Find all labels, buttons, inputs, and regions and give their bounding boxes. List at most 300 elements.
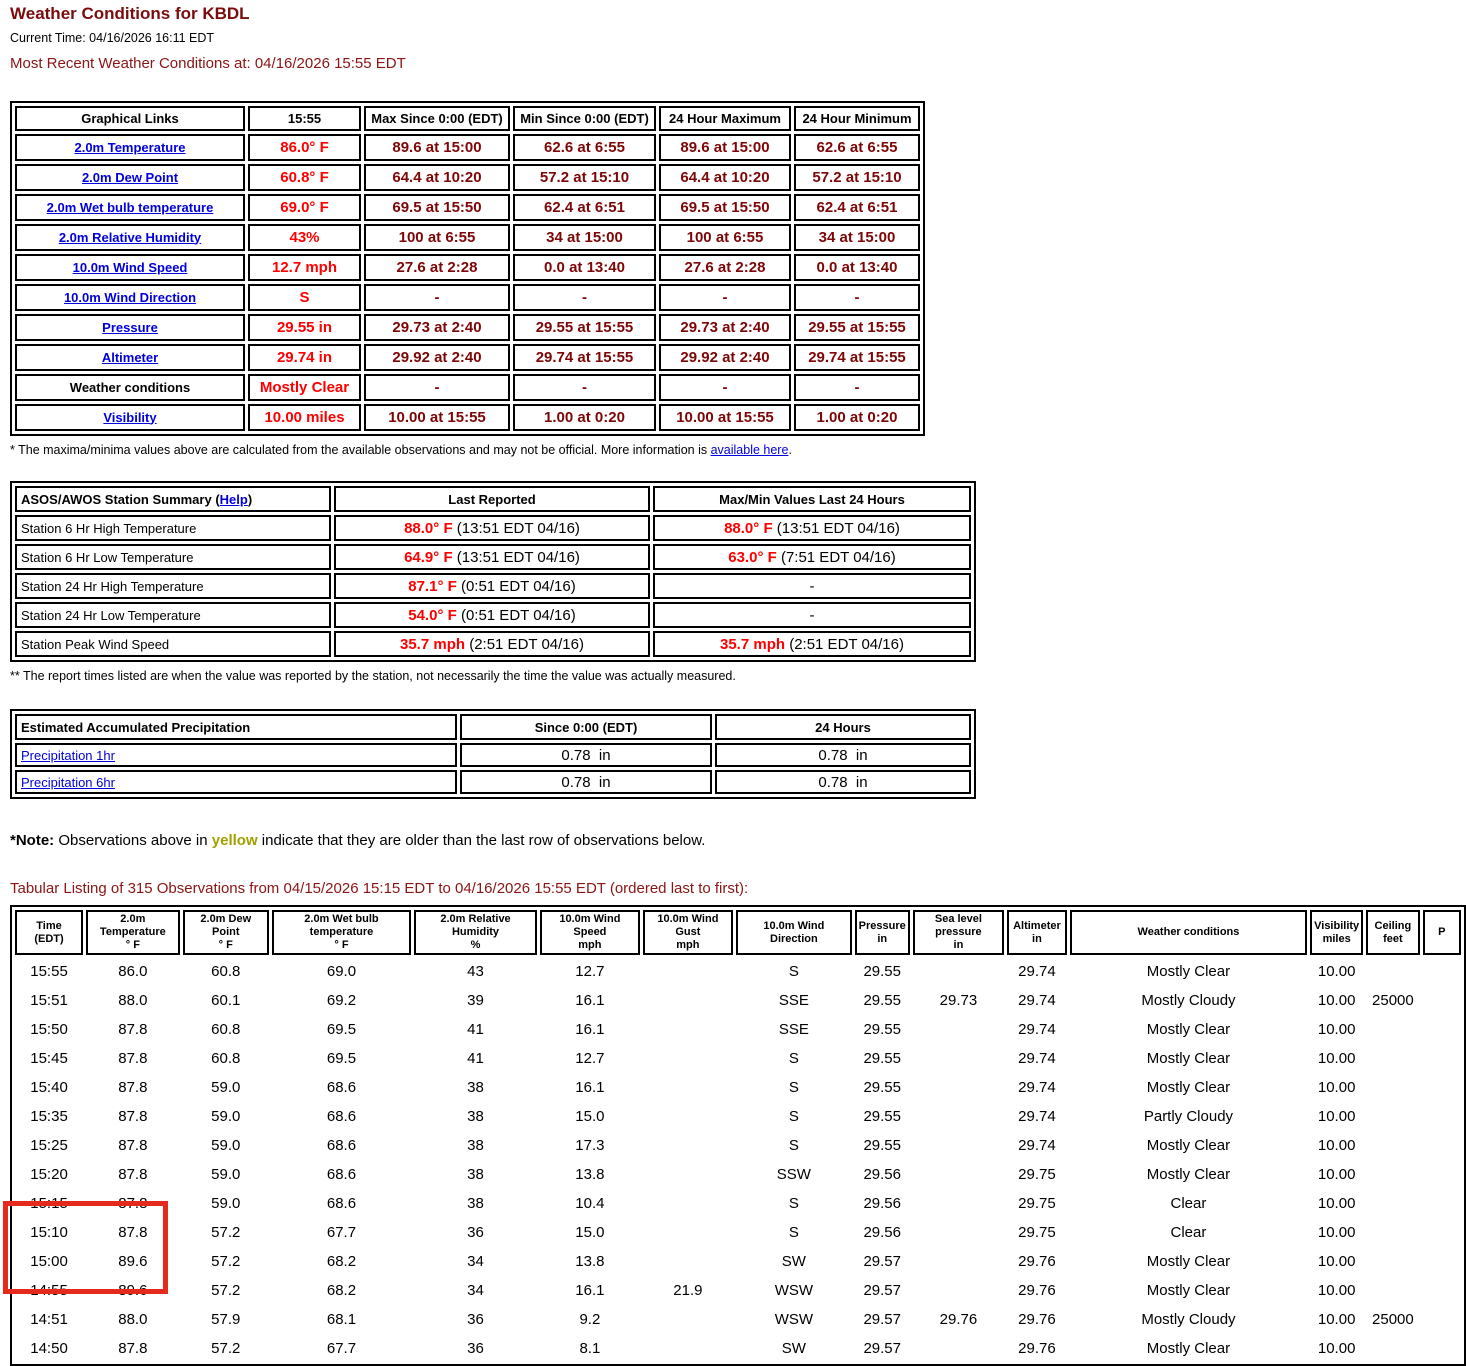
obs-cell: 29.56 bbox=[863, 1165, 901, 1183]
col-24h-min: 24 Hour Minimum bbox=[794, 106, 920, 131]
asos-row bbox=[15, 631, 971, 657]
obs-cell: 67.7 bbox=[326, 1339, 357, 1357]
obs-col-name: Sea level pressure bbox=[934, 913, 982, 938]
asos-row bbox=[15, 515, 971, 541]
obs-cell: Mostly Clear bbox=[1146, 1078, 1231, 1096]
obs-cell: 29.57 bbox=[863, 1281, 901, 1299]
current-value: 60.8° F bbox=[248, 164, 361, 191]
max-since-value: 10.00 at 15:55 bbox=[364, 404, 510, 431]
obs-cell: 29.55 bbox=[863, 1020, 901, 1038]
asos-last-reported bbox=[334, 515, 650, 541]
obs-cell: Mostly Clear bbox=[1146, 1165, 1231, 1183]
asos-reported-value: 35.7 mph bbox=[400, 635, 470, 653]
obs-cell bbox=[913, 1132, 1004, 1158]
obs-cell: Mostly Clear bbox=[1146, 1136, 1231, 1154]
obs-cell: 68.6 bbox=[326, 1107, 357, 1125]
col-24h-max: 24 Hour Maximum bbox=[659, 106, 791, 131]
conditions-row-label-cell bbox=[15, 404, 245, 431]
obs-cell: Mostly Clear bbox=[1146, 1281, 1231, 1299]
obs-cell bbox=[1423, 1045, 1461, 1071]
obs-cell bbox=[913, 958, 1004, 984]
obs-time: 15:35 bbox=[30, 1107, 68, 1125]
obs-col-name: 10.0m Wind Direction bbox=[763, 919, 825, 945]
note-highlight: yellow bbox=[211, 832, 258, 849]
obs-cell: 13.8 bbox=[575, 1165, 605, 1183]
min-since-value: 29.74 at 15:55 bbox=[513, 344, 656, 371]
obs-cell: 29.56 bbox=[863, 1223, 901, 1241]
conditions-table bbox=[10, 101, 925, 436]
obs-col-unit: % bbox=[470, 939, 481, 951]
obs-cell: 9.2 bbox=[579, 1310, 601, 1328]
conditions-row bbox=[15, 344, 920, 371]
obs-cell: 88.0 bbox=[118, 1310, 148, 1328]
obs-cell: 36 bbox=[467, 1339, 484, 1357]
obs-time: 15:10 bbox=[30, 1223, 68, 1241]
graphical-link[interactable]: 2.0m Wet bulb temperature bbox=[46, 199, 214, 215]
precip-link-cell[interactable] bbox=[15, 743, 457, 767]
footnote-period: . bbox=[788, 443, 792, 457]
obs-col-unit: (EDT) bbox=[34, 932, 64, 945]
obs-cell: 87.8 bbox=[118, 1049, 148, 1067]
observation-row bbox=[15, 1016, 1461, 1042]
obs-cell: S bbox=[788, 1078, 799, 1096]
obs-cell bbox=[1366, 1045, 1419, 1071]
conditions-row bbox=[15, 314, 920, 341]
obs-cell: 29.74 bbox=[1018, 1049, 1056, 1067]
asos-row-label: Station 6 Hr High Temperature bbox=[15, 515, 331, 541]
current-value: 12.7 mph bbox=[248, 254, 361, 281]
obs-col-name: 2.0m Temperature bbox=[99, 913, 166, 938]
conditions-row-label-cell bbox=[15, 254, 245, 281]
obs-cell: Mostly Clear bbox=[1146, 1020, 1231, 1038]
obs-cell: 25000 bbox=[1372, 991, 1414, 1009]
min-since-value: - bbox=[513, 374, 656, 401]
observation-row bbox=[15, 1306, 1461, 1332]
precip-link[interactable]: Precipitation 6hr bbox=[21, 774, 115, 790]
obs-cell: Mostly Cloudy bbox=[1141, 1310, 1236, 1328]
asos-maxmin-value: 35.7 mph bbox=[720, 635, 790, 653]
max-since-value: - bbox=[364, 284, 510, 311]
obs-cell: 29.76 bbox=[1018, 1281, 1056, 1299]
min-24h-value: 57.2 at 15:10 bbox=[794, 164, 920, 191]
current-value: 10.00 miles bbox=[248, 404, 361, 431]
obs-time: 15:45 bbox=[30, 1049, 68, 1067]
obs-cell: 68.2 bbox=[326, 1252, 357, 1270]
obs-cell: 12.7 bbox=[575, 1049, 605, 1067]
asos-maxmin bbox=[653, 631, 971, 657]
max-since-value: 29.73 at 2:40 bbox=[364, 314, 510, 341]
obs-cell: 16.1 bbox=[575, 1020, 605, 1038]
max-since-value: 89.6 at 15:00 bbox=[364, 134, 510, 161]
graphical-link[interactable]: 10.0m Wind Speed bbox=[72, 259, 188, 275]
obs-cell bbox=[643, 1190, 733, 1216]
obs-cell: Mostly Clear bbox=[1146, 1339, 1231, 1357]
obs-col-name: Weather conditions bbox=[1137, 926, 1240, 938]
asos-reported-value: 87.1° F bbox=[408, 577, 461, 595]
asos-maxmin-value: 88.0° F bbox=[724, 519, 777, 537]
col-maxmin-24h: Max/Min Values Last 24 Hours bbox=[653, 486, 971, 512]
obs-col-pressure bbox=[855, 910, 910, 955]
obs-col-name: 10.0m Wind Gust bbox=[657, 913, 719, 938]
max-24h-value: 64.4 at 10:20 bbox=[659, 164, 791, 191]
obs-cell bbox=[1423, 1219, 1461, 1245]
obs-col-2-0m-relative-humidity bbox=[414, 910, 537, 955]
note-middle: Observations above in bbox=[54, 832, 212, 849]
asos-last-reported bbox=[334, 631, 650, 657]
asos-reported-time: (13:51 EDT 04/16) bbox=[456, 519, 580, 537]
obs-cell: 36 bbox=[467, 1223, 484, 1241]
obs-cell bbox=[913, 1103, 1004, 1129]
obs-cell: 34 bbox=[467, 1281, 484, 1299]
max-since-value: 27.6 at 2:28 bbox=[364, 254, 510, 281]
obs-col-altimeter bbox=[1007, 910, 1067, 955]
graphical-link[interactable]: 2.0m Relative Humidity bbox=[58, 229, 202, 245]
observation-row bbox=[15, 1248, 1461, 1274]
obs-cell: 69.0 bbox=[326, 962, 357, 980]
conditions-row bbox=[15, 254, 920, 281]
current-value: 29.74 in bbox=[248, 344, 361, 371]
obs-cell: S bbox=[788, 962, 799, 980]
conditions-row bbox=[15, 164, 920, 191]
obs-col-name: 2.0m Wet bulb temperature bbox=[304, 913, 379, 938]
obs-cell: 15.0 bbox=[575, 1107, 605, 1125]
obs-cell: S bbox=[788, 1107, 799, 1125]
obs-cell: WSW bbox=[774, 1281, 814, 1299]
current-value: S bbox=[248, 284, 361, 311]
maxmin-footnote bbox=[10, 443, 1466, 457]
obs-cell: 60.1 bbox=[211, 991, 241, 1009]
min-since-value: 0.0 at 13:40 bbox=[513, 254, 656, 281]
observation-row bbox=[15, 1045, 1461, 1071]
obs-cell: 87.8 bbox=[118, 1107, 148, 1125]
max-since-value: 29.92 at 2:40 bbox=[364, 344, 510, 371]
asos-reported-time: (0:51 EDT 04/16) bbox=[460, 606, 576, 624]
observation-row bbox=[15, 1103, 1461, 1129]
graphical-link[interactable]: Pressure bbox=[102, 319, 158, 335]
obs-cell bbox=[1423, 1190, 1461, 1216]
obs-cell: 29.55 bbox=[863, 962, 901, 980]
obs-cell: 10.00 bbox=[1317, 962, 1356, 980]
asos-row-label: Station 24 Hr Low Temperature bbox=[15, 602, 331, 628]
obs-cell: S bbox=[788, 1049, 799, 1067]
asos-last-reported bbox=[334, 602, 650, 628]
obs-cell bbox=[1366, 1132, 1419, 1158]
obs-cell bbox=[643, 1074, 733, 1100]
obs-cell: 69.5 bbox=[326, 1049, 357, 1067]
max-24h-value: 27.6 at 2:28 bbox=[659, 254, 791, 281]
obs-cell: 89.6 bbox=[118, 1281, 148, 1299]
obs-cell bbox=[643, 1103, 733, 1129]
min-since-value: 1.00 at 0:20 bbox=[513, 404, 656, 431]
obs-cell bbox=[1423, 958, 1461, 984]
conditions-row bbox=[15, 404, 920, 431]
max-since-value: 69.5 at 15:50 bbox=[364, 194, 510, 221]
obs-cell: 36 bbox=[467, 1310, 484, 1328]
asos-row-label: Station 24 Hr High Temperature bbox=[15, 573, 331, 599]
obs-col-time bbox=[15, 910, 83, 955]
obs-cell: 29.74 bbox=[1018, 1107, 1056, 1125]
obs-col-unit: in bbox=[953, 939, 964, 951]
min-since-value: 29.55 at 15:55 bbox=[513, 314, 656, 341]
obs-cell: 10.00 bbox=[1317, 991, 1356, 1009]
obs-cell: S bbox=[788, 1136, 799, 1154]
available-here-link[interactable]: available here bbox=[710, 443, 789, 457]
obs-time: 14:50 bbox=[30, 1339, 68, 1357]
obs-cell bbox=[1423, 1248, 1461, 1274]
obs-cell: 87.8 bbox=[118, 1223, 148, 1241]
conditions-header-row bbox=[15, 106, 920, 131]
graphical-link[interactable]: Visibility bbox=[103, 409, 157, 425]
obs-cell: 10.00 bbox=[1317, 1339, 1356, 1357]
obs-cell: 10.00 bbox=[1317, 1078, 1356, 1096]
obs-cell: 29.74 bbox=[1018, 1078, 1056, 1096]
conditions-row bbox=[15, 194, 920, 221]
obs-cell: 29.75 bbox=[1018, 1223, 1056, 1241]
obs-cell: 87.8 bbox=[118, 1136, 148, 1154]
obs-cell bbox=[913, 1248, 1004, 1274]
obs-cell: 34 bbox=[467, 1252, 484, 1270]
obs-cell: 10.00 bbox=[1317, 1310, 1356, 1328]
precip-header-row bbox=[15, 714, 971, 740]
current-value: 29.55 in bbox=[248, 314, 361, 341]
obs-cell: 29.76 bbox=[1018, 1310, 1056, 1328]
obs-col-unit: in bbox=[1032, 932, 1042, 945]
obs-cell: 10.00 bbox=[1317, 1020, 1356, 1038]
obs-cell: 87.8 bbox=[118, 1078, 148, 1096]
observations-body bbox=[15, 958, 1461, 1361]
tabular-listing-heading: Tabular Listing of 315 Observations from 04/15/2026 15:15 EDT to 04/16/2026 15:55 EDT (ordered last to first): bbox=[10, 880, 749, 897]
obs-cell: 29.75 bbox=[1018, 1165, 1056, 1183]
col-since-000: Since 0:00 (EDT) bbox=[460, 714, 712, 740]
obs-cell bbox=[913, 1190, 1004, 1216]
asos-maxmin-time: (2:51 EDT 04/16) bbox=[789, 635, 904, 653]
obs-time: 15:55 bbox=[30, 962, 68, 980]
obs-time: 14:55 bbox=[30, 1281, 68, 1299]
obs-col-name: 2.0m Dew Point bbox=[200, 913, 252, 938]
obs-cell bbox=[913, 1016, 1004, 1042]
obs-cell: 43 bbox=[467, 962, 484, 980]
asos-row bbox=[15, 544, 971, 570]
precip-link-cell[interactable] bbox=[15, 770, 457, 794]
precipitation-table bbox=[10, 709, 976, 799]
asos-header-prefix: ASOS/AWOS Station Summary ( bbox=[21, 491, 220, 507]
asos-maxmin-value: 63.0° F bbox=[728, 548, 781, 566]
obs-col-unit: ° F bbox=[218, 939, 233, 951]
asos-maxmin-time: (13:51 EDT 04/16) bbox=[776, 519, 900, 537]
conditions-row-label-cell bbox=[15, 194, 245, 221]
asos-row bbox=[15, 573, 971, 599]
obs-cell bbox=[1366, 1074, 1419, 1100]
help-link[interactable]: Help bbox=[219, 491, 248, 507]
asos-header-label bbox=[15, 486, 331, 512]
obs-col-2-0m-wet-bulb-temperature bbox=[272, 910, 411, 955]
obs-col-ceiling bbox=[1366, 910, 1419, 955]
graphical-link[interactable]: 2.0m Temperature bbox=[74, 139, 186, 155]
conditions-row-label: Weather conditions bbox=[15, 374, 245, 401]
obs-cell bbox=[643, 1132, 733, 1158]
obs-cell: 29.74 bbox=[1018, 1136, 1056, 1154]
obs-cell: 59.0 bbox=[211, 1136, 241, 1154]
obs-cell: S bbox=[788, 1194, 799, 1212]
obs-col-unit: miles bbox=[1322, 932, 1351, 945]
observation-row bbox=[15, 1335, 1461, 1361]
obs-col-name: 2.0m Relative Humidity bbox=[440, 913, 511, 938]
asos-header-row bbox=[15, 486, 971, 512]
asos-reported-value: 54.0° F bbox=[408, 606, 461, 624]
obs-time: 15:15 bbox=[30, 1194, 68, 1212]
conditions-row bbox=[15, 374, 920, 401]
precip-since-value: 0.78 in bbox=[460, 743, 712, 767]
obs-cell bbox=[1366, 1103, 1419, 1129]
obs-cell: 87.8 bbox=[118, 1165, 148, 1183]
obs-cell: 29.74 bbox=[1018, 1020, 1056, 1038]
obs-cell: 13.8 bbox=[575, 1252, 605, 1270]
max-24h-value: - bbox=[659, 284, 791, 311]
obs-cell: 29.57 bbox=[863, 1310, 901, 1328]
obs-cell: Clear bbox=[1170, 1194, 1207, 1212]
obs-cell: SW bbox=[781, 1252, 806, 1270]
max-24h-value: 29.73 at 2:40 bbox=[659, 314, 791, 341]
obs-time: 15:40 bbox=[30, 1078, 68, 1096]
obs-cell bbox=[1366, 1248, 1419, 1274]
obs-cell: 15.0 bbox=[575, 1223, 605, 1241]
obs-col-unit: ° F bbox=[334, 939, 349, 951]
obs-cell bbox=[1423, 1161, 1461, 1187]
obs-cell bbox=[1366, 1277, 1419, 1303]
obs-cell bbox=[1366, 1219, 1419, 1245]
min-since-value: 57.2 at 15:10 bbox=[513, 164, 656, 191]
asos-maxmin: - bbox=[653, 573, 971, 599]
max-24h-value: - bbox=[659, 374, 791, 401]
obs-cell: Clear bbox=[1170, 1223, 1207, 1241]
obs-cell: 41 bbox=[467, 1020, 484, 1038]
obs-cell: 69.2 bbox=[326, 991, 357, 1009]
observations-wrap bbox=[10, 905, 1466, 1366]
obs-col-unit: ° F bbox=[125, 939, 140, 951]
current-value: Mostly Clear bbox=[248, 374, 361, 401]
obs-cell bbox=[913, 1074, 1004, 1100]
obs-cell bbox=[643, 1161, 733, 1187]
obs-cell: 57.2 bbox=[211, 1339, 241, 1357]
obs-cell bbox=[1423, 1132, 1461, 1158]
obs-cell bbox=[1423, 1306, 1461, 1332]
asos-summary-table bbox=[10, 481, 976, 662]
conditions-row-label-cell bbox=[15, 164, 245, 191]
graphical-link[interactable]: 10.0m Wind Direction bbox=[63, 289, 197, 305]
obs-cell: 59.0 bbox=[211, 1078, 241, 1096]
min-24h-value: 34 at 15:00 bbox=[794, 224, 920, 251]
asos-maxmin: - bbox=[653, 602, 971, 628]
obs-cell bbox=[913, 1219, 1004, 1245]
precip-link[interactable]: Precipitation 1hr bbox=[21, 747, 115, 763]
asos-reported-time: (13:51 EDT 04/16) bbox=[456, 548, 580, 566]
asos-header-suffix: ) bbox=[247, 491, 253, 507]
obs-cell: 29.74 bbox=[1018, 962, 1056, 980]
col-24-hours: 24 Hours bbox=[715, 714, 971, 740]
obs-cell: 67.7 bbox=[326, 1223, 357, 1241]
obs-cell: 38 bbox=[467, 1078, 484, 1096]
precip-row bbox=[15, 743, 971, 767]
obs-cell: SSE bbox=[778, 991, 809, 1009]
obs-cell: 68.6 bbox=[326, 1078, 357, 1096]
obs-cell: 29.73 bbox=[939, 991, 978, 1009]
conditions-row-label-cell bbox=[15, 314, 245, 341]
asos-body bbox=[15, 515, 971, 657]
obs-cell: SSE bbox=[778, 1020, 809, 1038]
obs-cell: 60.8 bbox=[211, 962, 241, 980]
graphical-link[interactable]: 2.0m Dew Point bbox=[81, 169, 179, 185]
min-24h-value: 62.6 at 6:55 bbox=[794, 134, 920, 161]
obs-cell: 29.55 bbox=[863, 991, 901, 1009]
obs-cell: 10.00 bbox=[1317, 1136, 1356, 1154]
obs-time: 15:20 bbox=[30, 1165, 68, 1183]
obs-cell: 21.9 bbox=[673, 1281, 703, 1299]
obs-cell: 68.6 bbox=[326, 1165, 357, 1183]
min-24h-value: 62.4 at 6:51 bbox=[794, 194, 920, 221]
obs-cell bbox=[643, 1045, 733, 1071]
obs-cell: 29.76 bbox=[939, 1310, 978, 1328]
obs-cell: 88.0 bbox=[118, 991, 148, 1009]
obs-cell: 29.57 bbox=[863, 1339, 901, 1357]
obs-cell bbox=[913, 1045, 1004, 1071]
graphical-link[interactable]: Altimeter bbox=[101, 349, 159, 365]
obs-col-2-0m-temperature bbox=[86, 910, 180, 955]
asos-maxmin bbox=[653, 515, 971, 541]
obs-cell: 10.00 bbox=[1317, 1252, 1356, 1270]
obs-col-name: Visibility bbox=[1314, 919, 1360, 932]
obs-cell: Mostly Clear bbox=[1146, 1049, 1231, 1067]
obs-cell: 59.0 bbox=[211, 1165, 241, 1183]
obs-cell bbox=[643, 958, 733, 984]
min-since-value: 62.4 at 6:51 bbox=[513, 194, 656, 221]
min-since-value: 34 at 15:00 bbox=[513, 224, 656, 251]
obs-col-name: Time bbox=[36, 919, 62, 932]
obs-cell: Mostly Clear bbox=[1146, 962, 1231, 980]
conditions-row bbox=[15, 224, 920, 251]
obs-cell bbox=[913, 1335, 1004, 1361]
obs-cell: SSW bbox=[776, 1165, 811, 1183]
obs-cell: 41 bbox=[467, 1049, 484, 1067]
asos-row-label: Station 6 Hr Low Temperature bbox=[15, 544, 331, 570]
obs-cell: 29.74 bbox=[1018, 991, 1056, 1009]
obs-cell: 29.55 bbox=[863, 1136, 901, 1154]
max-24h-value: 100 at 6:55 bbox=[659, 224, 791, 251]
obs-cell: 8.1 bbox=[579, 1339, 601, 1357]
obs-cell: 10.00 bbox=[1317, 1194, 1356, 1212]
obs-time: 15:50 bbox=[30, 1020, 68, 1038]
obs-cell: 57.9 bbox=[211, 1310, 241, 1328]
current-time: Current Time: 04/16/2026 16:11 EDT bbox=[10, 31, 215, 45]
obs-cell bbox=[1366, 1161, 1419, 1187]
min-24h-value: 29.74 at 15:55 bbox=[794, 344, 920, 371]
conditions-row bbox=[15, 134, 920, 161]
obs-cell: 29.57 bbox=[863, 1252, 901, 1270]
min-since-value: - bbox=[513, 284, 656, 311]
col-max-since: Max Since 0:00 (EDT) bbox=[364, 106, 510, 131]
obs-cell bbox=[643, 1335, 733, 1361]
obs-cell: 16.1 bbox=[575, 1078, 605, 1096]
obs-cell: 68.6 bbox=[326, 1136, 357, 1154]
obs-col-name: 10.0m Wind Speed bbox=[559, 913, 621, 938]
min-24h-value: - bbox=[794, 284, 920, 311]
obs-col-sea-level-pressure bbox=[913, 910, 1004, 955]
obs-col-unit: feet bbox=[1383, 932, 1403, 945]
col-graphical-links: Graphical Links bbox=[15, 106, 245, 131]
precip-24h-value: 0.78 in bbox=[715, 770, 971, 794]
obs-cell: Mostly Cloudy bbox=[1141, 991, 1236, 1009]
obs-cell bbox=[1366, 958, 1419, 984]
obs-cell: 16.1 bbox=[575, 1281, 605, 1299]
